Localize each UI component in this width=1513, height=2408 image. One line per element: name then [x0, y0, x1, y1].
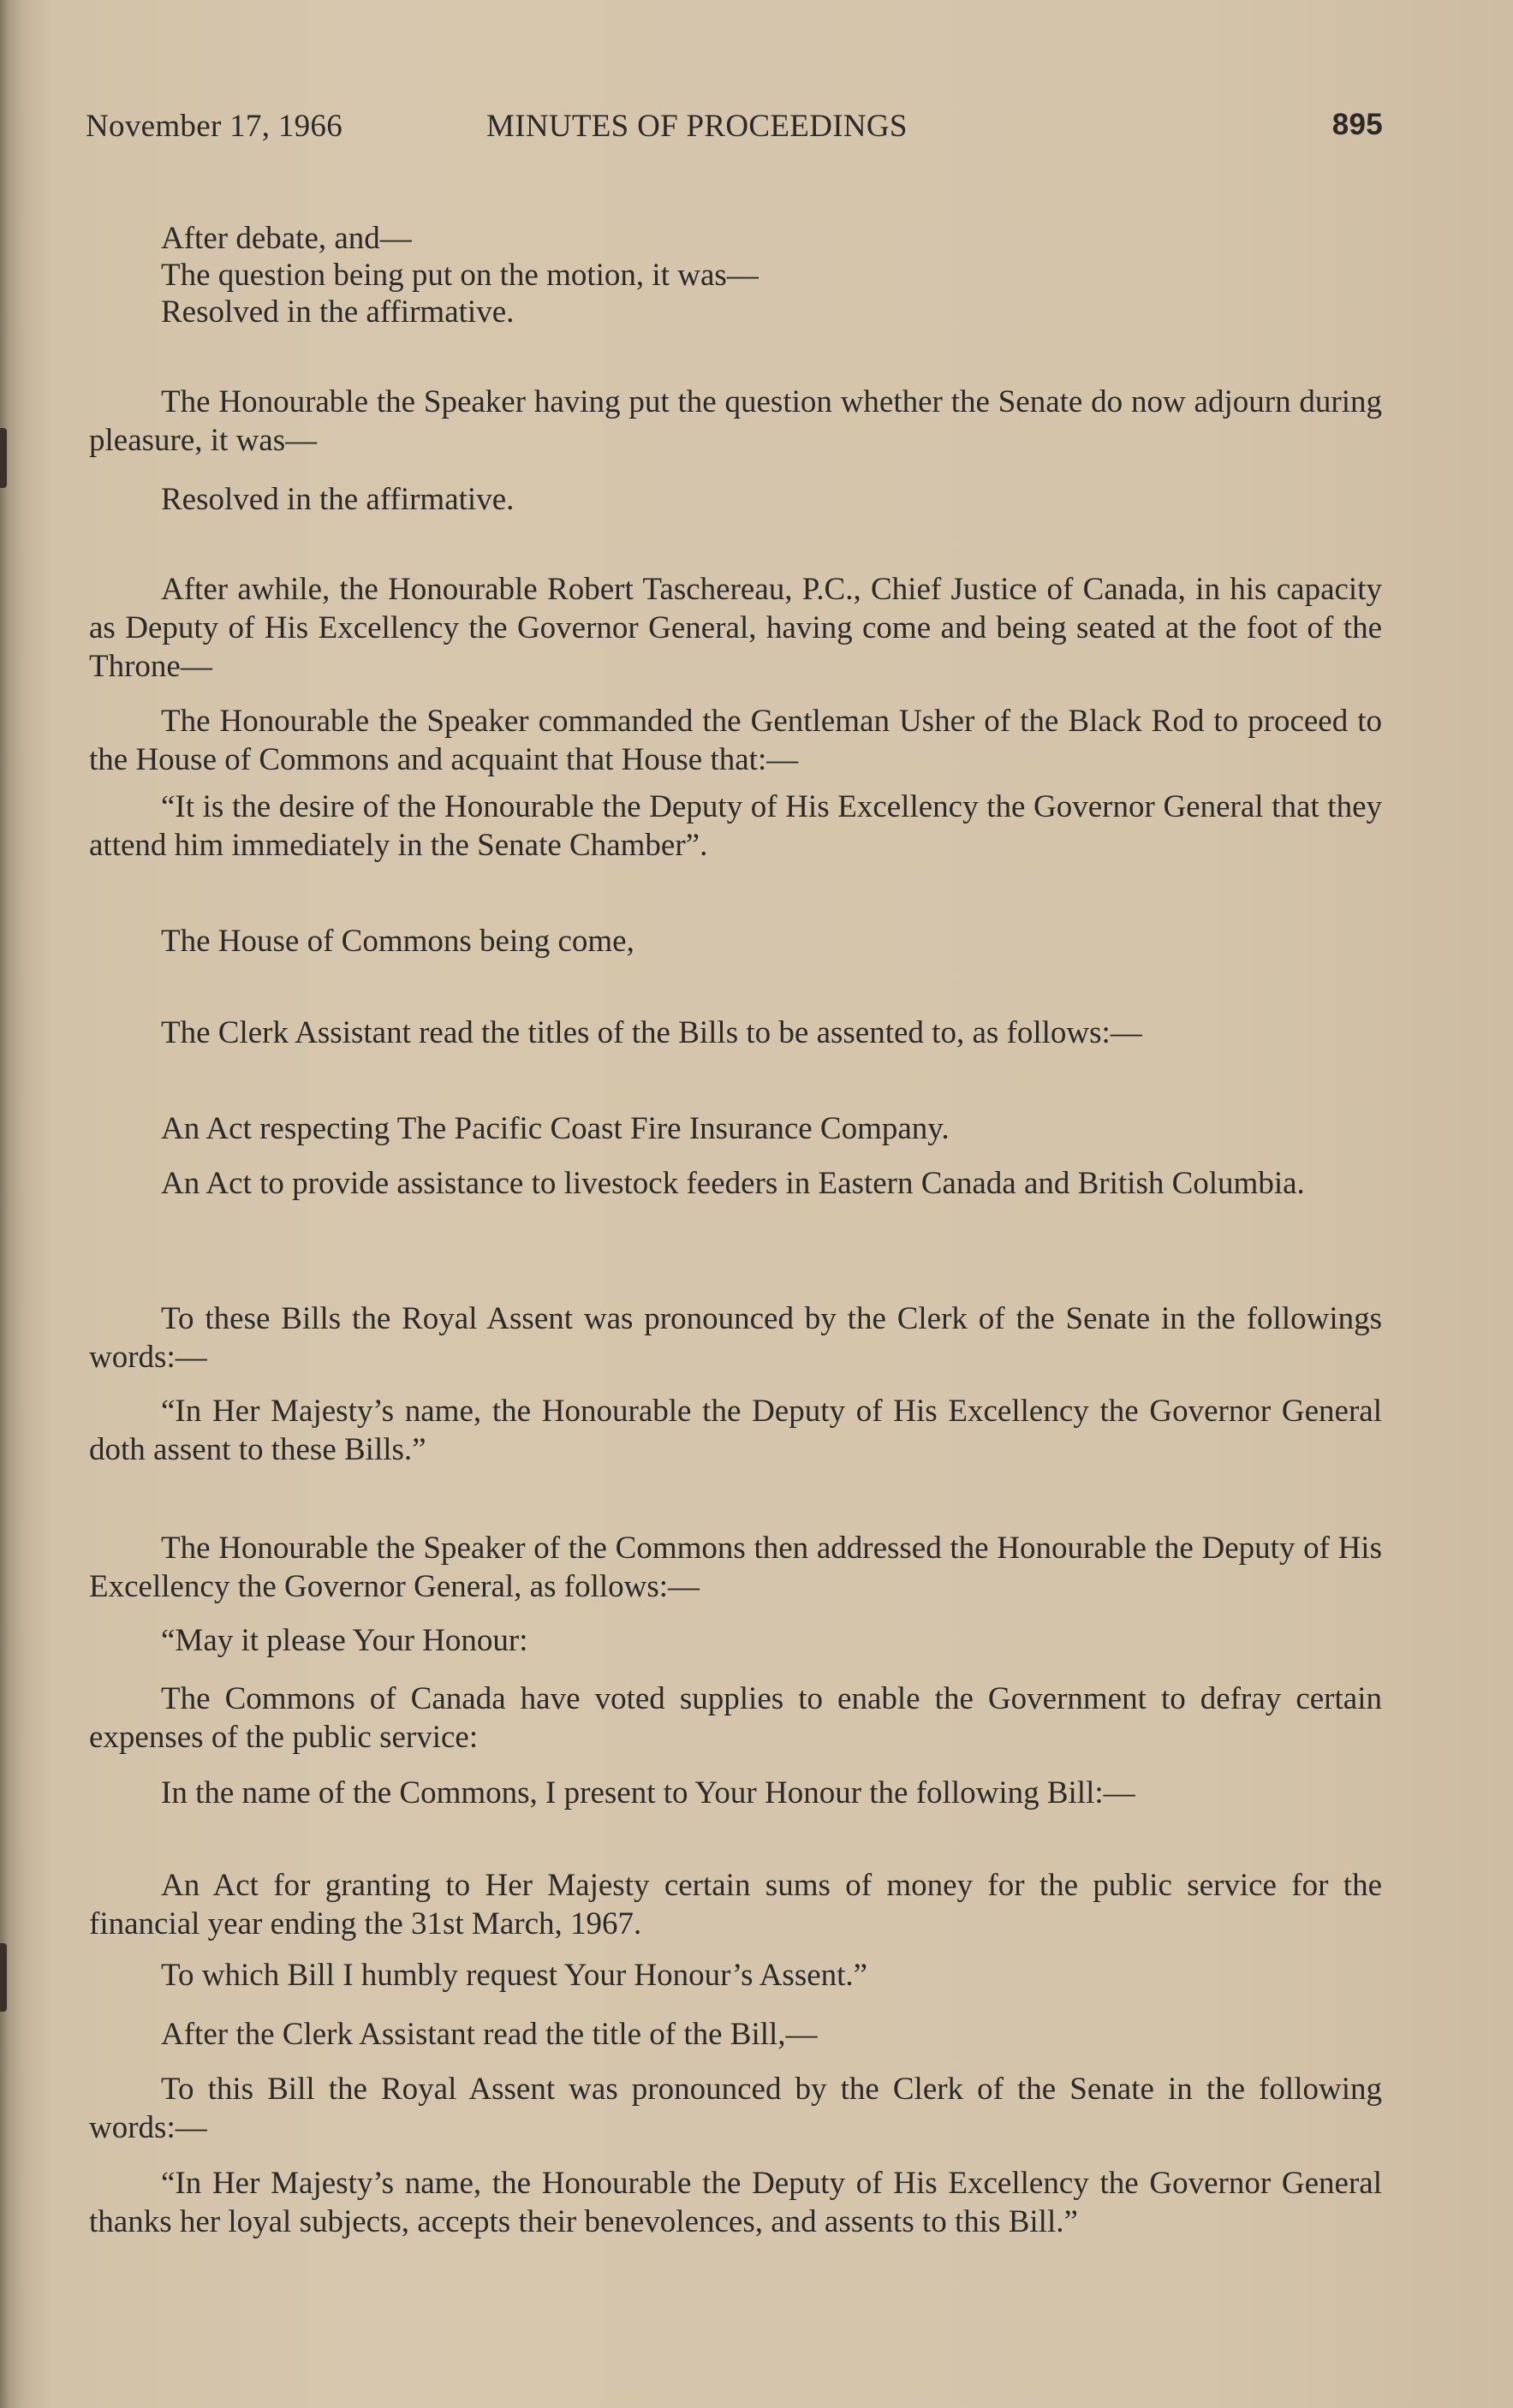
paragraph: In the name of the Commons, I present to Your Honour the following Bill:— — [161, 1775, 1135, 1810]
paragraph: “May it please Your Honour: — [161, 1623, 528, 1658]
paragraph: The Commons of Canada have voted supplies to enable the Government to defray certain expenses of the public service: — [89, 1681, 1382, 1755]
paragraph: The Honourable the Speaker having put the question whether the Senate do now adjourn during pleasure, it was— — [89, 384, 1382, 458]
paragraph: After the Clerk Assistant read the title of the Bill,— — [161, 2017, 818, 2052]
paragraph: The Clerk Assistant read the titles of the Bills to be assented to, as follows:— — [161, 1015, 1142, 1050]
header-title: MINUTES OF PROCEEDINGS — [486, 109, 908, 144]
paragraph: An Act for granting to Her Majesty certain sums of money for the public service for the financial year ending the 31st March, 1967. — [89, 1868, 1382, 1941]
running-header — [86, 108, 1383, 149]
binding-mark — [0, 428, 7, 488]
paragraph: “In Her Majesty’s name, the Honourable the Deputy of His Excellency the Governor General thanks her loyal subjects, accepts their benevolences, and assents to this Bill.” — [89, 2166, 1382, 2239]
paragraph: An Act to provide assistance to livestock feeders in Eastern Canada and British Columbia. — [161, 1166, 1305, 1201]
paragraph: To this Bill the Royal Assent was pronounced by the Clerk of the Senate in the following words:— — [89, 2072, 1382, 2145]
paragraph: An Act respecting The Pacific Coast Fire Insurance Company. — [161, 1111, 950, 1146]
paragraph: After debate, and— — [161, 221, 412, 256]
paragraph: To these Bills the Royal Assent was pronounced by the Clerk of the Senate in the followings words:— — [89, 1301, 1382, 1375]
paragraph: The Honourable the Speaker of the Commons then addressed the Honourable the Deputy of His Excellency the Governor General, as follows:— — [89, 1531, 1382, 1604]
paragraph: Resolved in the affirmative. — [161, 482, 515, 517]
header-date: November 17, 1966 — [86, 109, 343, 144]
paragraph: “It is the desire of the Honourable the Deputy of His Excellency the Governor General that they attend him immediately in the Senate Chamber”. — [89, 789, 1382, 863]
paragraph: The Honourable the Speaker commanded the Gentleman Usher of the Black Rod to proceed to the House of Commons and acquaint that House that:— — [89, 704, 1382, 777]
paragraph: To which Bill I humbly request Your Honour’s Assent.” — [161, 1958, 868, 1993]
binding-mark — [0, 1943, 7, 2012]
paragraph: The question being put on the motion, it was— — [161, 258, 759, 293]
paragraph: “In Her Majesty’s name, the Honourable the Deputy of His Excellency the Governor General doth assent to these Bills.” — [89, 1394, 1382, 1467]
page-number: 895 — [1331, 108, 1383, 141]
paragraph: Resolved in the affirmative. — [161, 294, 515, 330]
paragraph: After awhile, the Honourable Robert Taschereau, P.C., Chief Justice of Canada, in his capacity as Deputy of His Excellency the Governor General, having come and being seated at the foot of the Throne— — [89, 572, 1382, 684]
paragraph: The House of Commons being come, — [161, 924, 634, 959]
